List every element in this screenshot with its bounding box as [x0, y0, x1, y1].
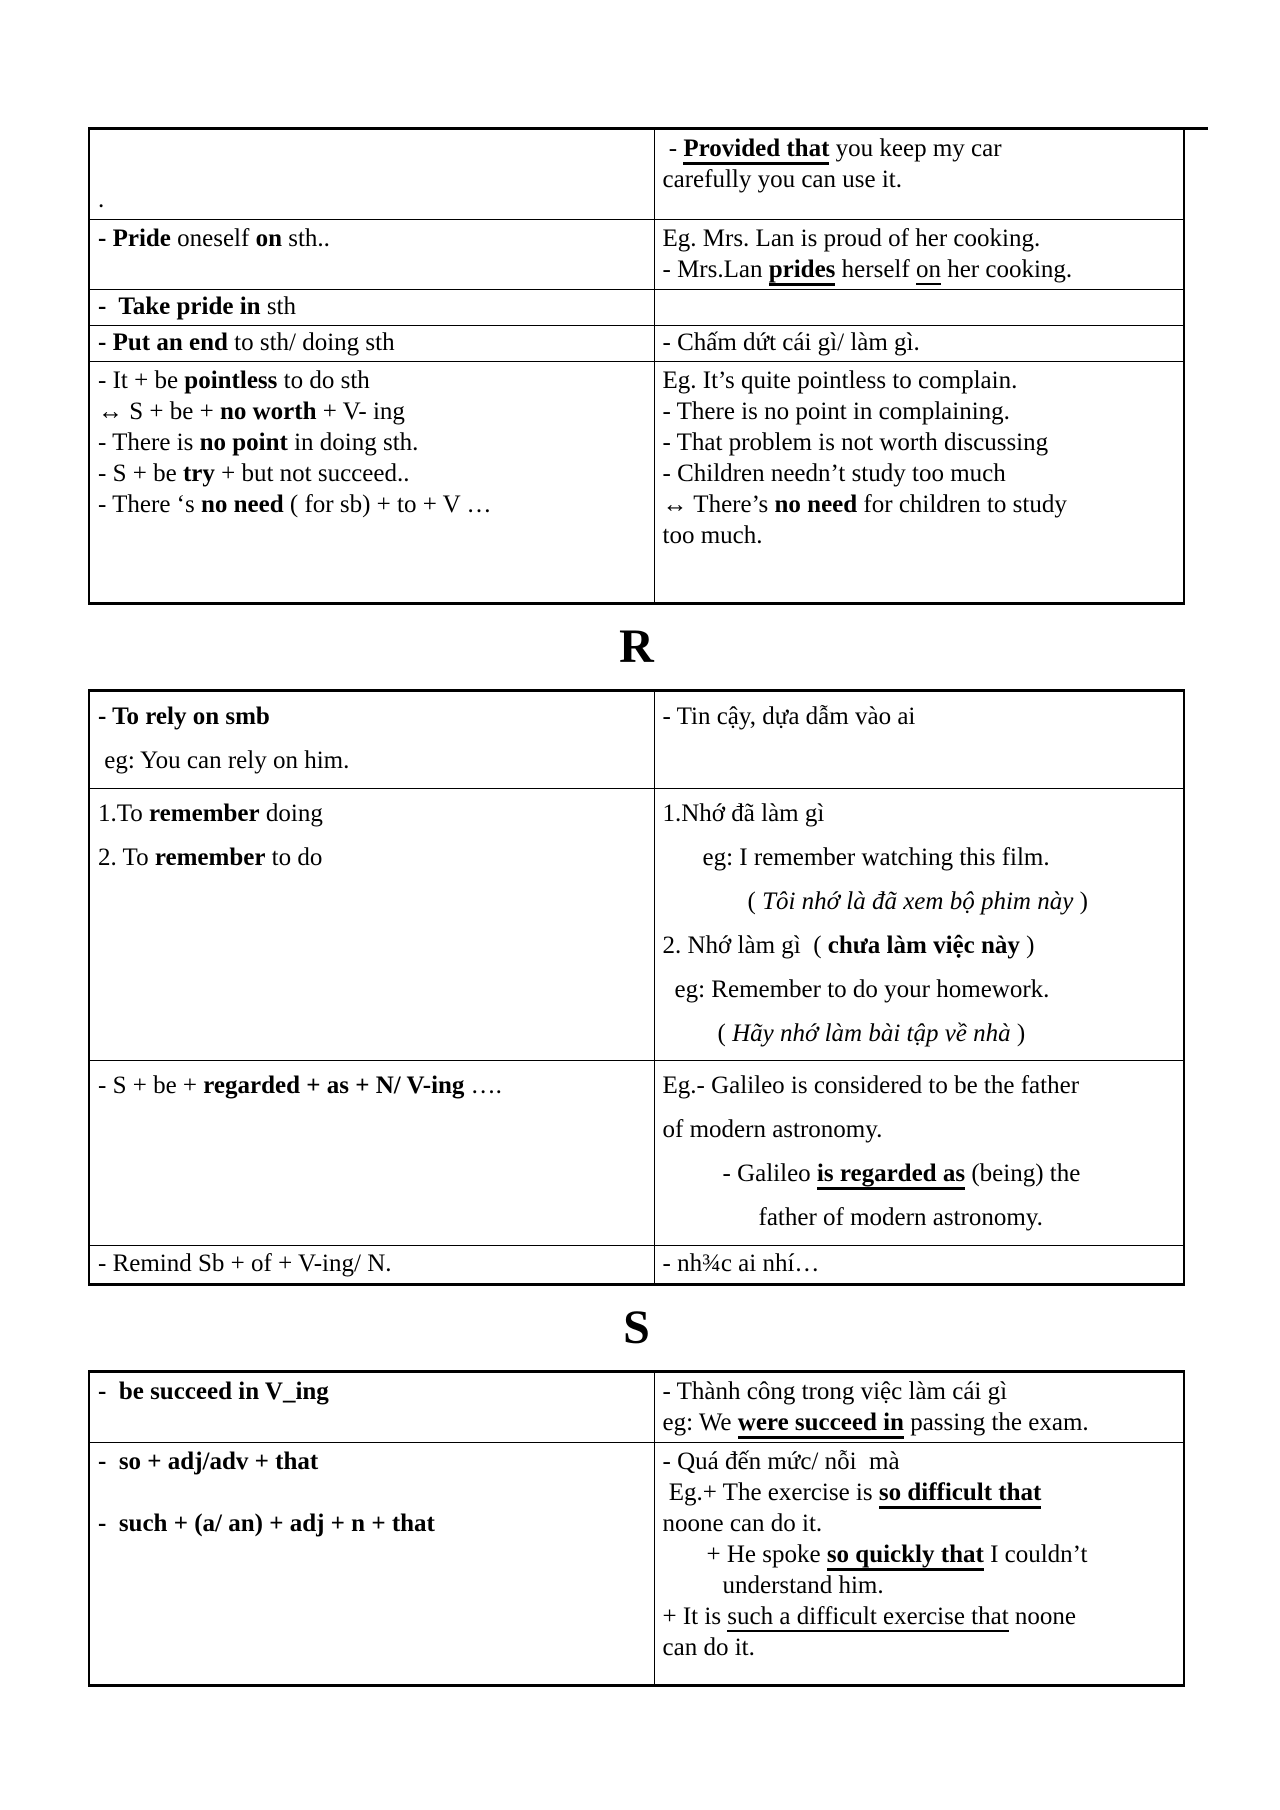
- text-segment: is regarded as: [817, 1160, 965, 1190]
- text-line: [703, 836, 1176, 880]
- text-line: [663, 1407, 1176, 1438]
- example-cell: [654, 220, 1184, 290]
- text-segment: + It is: [662, 1603, 728, 1630]
- text-line: [98, 458, 646, 489]
- text-line: [663, 1477, 1176, 1508]
- text-segment: ↔ S + be +: [98, 398, 220, 425]
- text-segment: too much.: [662, 522, 763, 549]
- text-segment: ….: [464, 1072, 502, 1099]
- text-line: [98, 1064, 646, 1108]
- text-segment: Eg. It’s quite pointless to complain.: [662, 367, 1018, 394]
- text-segment: - S + be +: [98, 1072, 204, 1099]
- structure-cell: [89, 290, 654, 326]
- text-segment: prides: [769, 256, 836, 286]
- text-segment: remember: [154, 844, 266, 871]
- text-segment: Provided that: [683, 135, 829, 165]
- text-segment: to sth/ doing sth: [227, 329, 395, 356]
- text-segment: (being) the: [965, 1160, 1081, 1187]
- text-line: [663, 458, 1176, 489]
- text-segment: ( for sb) + to + V …: [283, 491, 492, 518]
- text-segment: doing: [259, 800, 323, 827]
- text-segment: - Remind Sb + of + V-ing/ N.: [98, 1250, 392, 1277]
- section-letter-s: S: [623, 1301, 650, 1354]
- text-segment: to do: [265, 844, 323, 871]
- text-line: [98, 1446, 646, 1477]
- structure-cell: [89, 129, 654, 220]
- text-line: [98, 329, 646, 357]
- text-segment: - It + be: [98, 367, 185, 394]
- text-line: [98, 396, 646, 427]
- text-segment: - There is no point in complaining.: [662, 398, 1010, 425]
- example-cell: [654, 290, 1184, 326]
- text-segment: remember: [149, 800, 260, 827]
- text-segment: chưa làm việc này: [827, 932, 1020, 959]
- text-segment: - That problem is not worth discussing: [662, 429, 1049, 456]
- table-row: [89, 220, 1184, 290]
- text-segment: father of modern astronomy.: [758, 1204, 1043, 1231]
- structure-cell: [89, 220, 654, 290]
- text-segment: of modern astronomy.: [662, 1116, 883, 1143]
- text-segment: sth: [260, 293, 296, 320]
- text-segment: - There ‘s: [98, 491, 201, 518]
- example-cell: [654, 129, 1184, 220]
- text-segment: - Galileo: [722, 1160, 817, 1187]
- text-segment: herself: [835, 256, 916, 283]
- text-segment: to do sth: [277, 367, 370, 394]
- structure-cell: [89, 691, 654, 789]
- structure-cell: [89, 789, 654, 1061]
- text-segment: carefully you can use it.: [662, 166, 902, 193]
- table-row: [89, 691, 1184, 789]
- table-row: [89, 362, 1184, 604]
- text-line: [98, 1249, 646, 1279]
- text-segment: Eg. Mrs. Lan is proud of her cooking.: [662, 225, 1041, 252]
- text-line: [723, 1570, 1176, 1601]
- text-segment: - S + be: [98, 460, 183, 487]
- section-letter-r: R: [619, 620, 654, 673]
- text-segment: noone: [1008, 1603, 1077, 1630]
- text-line: [718, 1012, 1176, 1056]
- text-segment: - nh¾c ai nhí…: [662, 1250, 820, 1277]
- text-line: [663, 365, 1176, 396]
- text-segment: regarded + as + N/ V-ing: [203, 1072, 465, 1099]
- text-line: [98, 184, 646, 215]
- text-segment: - Mrs.Lan: [662, 256, 769, 283]
- text-segment: sth..: [282, 225, 330, 252]
- text-line: [663, 1446, 1176, 1477]
- text-segment: 1.To: [98, 800, 150, 827]
- document-content: [88, 127, 1185, 1687]
- text-segment: eg: You can rely on him.: [98, 747, 350, 774]
- text-segment: (: [717, 1020, 733, 1047]
- text-line: [723, 1152, 1176, 1196]
- text-segment: - Take pride in: [98, 293, 261, 320]
- structure-cell: [89, 362, 654, 604]
- text-line: [98, 489, 646, 520]
- text-segment: were succeed in: [738, 1409, 904, 1439]
- text-segment: eg: We: [662, 1409, 738, 1436]
- text-line: [98, 836, 646, 880]
- table-r-section: [88, 689, 1185, 1286]
- text-segment: 1.Nhớ đã làm gì: [662, 800, 825, 827]
- text-segment: + He spoke: [706, 1541, 827, 1568]
- text-line: [98, 792, 646, 836]
- text-segment: I couldn’t: [983, 1541, 1088, 1568]
- table-row: [89, 1372, 1184, 1443]
- text-segment: Tôi nhớ là đã xem bộ phim này: [762, 888, 1074, 915]
- table-row: [89, 1443, 1184, 1686]
- text-segment: + V- ing: [316, 398, 405, 425]
- example-cell: [654, 1061, 1184, 1246]
- table-row: [89, 1061, 1184, 1246]
- example-cell: [654, 326, 1184, 362]
- text-segment: Eg.+ The exercise is: [662, 1479, 879, 1506]
- text-segment: passing the exam.: [903, 1409, 1089, 1436]
- text-segment: on: [255, 225, 282, 252]
- text-line: [748, 880, 1176, 924]
- text-line: [98, 1508, 646, 1539]
- text-segment: no worth: [219, 398, 317, 425]
- text-line: [98, 365, 646, 396]
- example-cell: [654, 1246, 1184, 1285]
- text-segment: .: [98, 186, 105, 213]
- example-cell: [654, 789, 1184, 1061]
- text-line: [663, 695, 1176, 739]
- structure-cell: [89, 1372, 654, 1443]
- text-line: [663, 164, 1176, 195]
- text-line: [663, 924, 1176, 968]
- text-line: [663, 1376, 1176, 1407]
- text-segment: such a difficult exercise that: [727, 1603, 1009, 1630]
- text-segment: - Tin cậy, dựa dẫm vào ai: [662, 703, 916, 730]
- text-segment: - Put an end: [98, 329, 228, 356]
- text-line: [663, 329, 1176, 357]
- structure-cell: [89, 1443, 654, 1686]
- text-line: [663, 1508, 1176, 1539]
- text-segment: ): [1073, 888, 1088, 915]
- text-line: [759, 1196, 1176, 1240]
- text-segment: - Chấm dứt cái gì/ làm gì.: [662, 329, 920, 356]
- text-segment: ↔ There’s: [662, 491, 775, 518]
- text-segment: her cooking.: [940, 256, 1073, 283]
- text-segment: 2. Nhớ làm gì (: [662, 932, 828, 959]
- text-segment: understand him.: [722, 1572, 884, 1599]
- text-segment: - To rely on smb: [98, 703, 270, 730]
- text-line: [663, 1249, 1176, 1279]
- text-segment: (: [747, 888, 763, 915]
- table-border-artifact: [1185, 127, 1208, 130]
- text-line: [663, 1632, 1176, 1663]
- table-row: [89, 789, 1184, 1061]
- text-segment: for children to study: [857, 491, 1067, 518]
- table-s-section: [88, 1370, 1185, 1687]
- text-line: [663, 427, 1176, 458]
- text-line: [663, 223, 1176, 254]
- text-segment: on: [915, 256, 941, 283]
- example-cell: [654, 1372, 1184, 1443]
- text-segment: can do it.: [662, 1634, 755, 1661]
- text-line: [663, 489, 1176, 520]
- text-segment: - Thành công trong việc làm cái gì: [662, 1378, 1008, 1405]
- text-segment: Hãy nhớ làm bài tập về nhà: [732, 1020, 1011, 1047]
- example-cell: [654, 1443, 1184, 1686]
- structure-cell: [89, 1246, 654, 1285]
- text-segment: so quickly that: [827, 1541, 984, 1571]
- text-segment: try: [182, 460, 215, 487]
- text-segment: 2. To: [98, 844, 155, 871]
- example-cell: [654, 362, 1184, 604]
- example-cell: [654, 691, 1184, 789]
- text-segment: - so + adj/adv + that: [98, 1448, 319, 1475]
- text-segment: Eg.- Galileo is considered to be the father: [662, 1072, 1080, 1099]
- text-line: [98, 223, 646, 254]
- text-segment: - Pride: [98, 225, 171, 252]
- text-segment: - be succeed in V_ing: [98, 1378, 329, 1405]
- text-segment: in doing sth.: [287, 429, 419, 456]
- text-segment: - There is: [98, 429, 200, 456]
- text-line: [663, 1601, 1176, 1632]
- text-line: [98, 695, 646, 739]
- text-segment: - such + (a/ an) + adj + n + that: [98, 1510, 435, 1537]
- text-segment: eg: Remember to do your homework.: [674, 976, 1050, 1003]
- text-line: [663, 792, 1176, 836]
- text-segment: ): [1019, 932, 1035, 959]
- text-line: [98, 427, 646, 458]
- text-segment: no need: [200, 491, 284, 518]
- text-line: [663, 254, 1176, 285]
- text-segment: you keep my car: [829, 135, 1002, 162]
- text-segment: noone can do it.: [662, 1510, 823, 1537]
- text-segment: oneself: [170, 225, 256, 252]
- text-segment: -: [662, 135, 684, 162]
- text-line: [675, 968, 1176, 1012]
- table-row: [89, 290, 1184, 326]
- text-line: [98, 1376, 646, 1407]
- text-segment: pointless: [184, 367, 278, 394]
- table-row: [89, 326, 1184, 362]
- text-line: [663, 133, 1176, 164]
- text-line: [707, 1539, 1176, 1570]
- text-line: [663, 1064, 1176, 1108]
- text-segment: ): [1010, 1020, 1026, 1047]
- text-segment: - Quá đến mức/ nỗi mà: [662, 1448, 900, 1475]
- table-p-section: [88, 127, 1185, 605]
- table-row: [89, 129, 1184, 220]
- text-line: [663, 1108, 1176, 1152]
- text-segment: no point: [199, 429, 288, 456]
- text-segment: no need: [774, 491, 858, 518]
- text-segment: eg: I remember watching this film.: [702, 844, 1050, 871]
- text-line: [663, 520, 1176, 551]
- table-row: [89, 1246, 1184, 1285]
- structure-cell: [89, 1061, 654, 1246]
- text-segment: so difficult that: [879, 1479, 1042, 1509]
- structure-cell: [89, 326, 654, 362]
- text-line: [663, 396, 1176, 427]
- text-line: [98, 293, 646, 321]
- text-segment: - Children needn’t study too much: [662, 460, 1006, 487]
- text-segment: + but not succeed..: [214, 460, 410, 487]
- text-line: [98, 739, 646, 783]
